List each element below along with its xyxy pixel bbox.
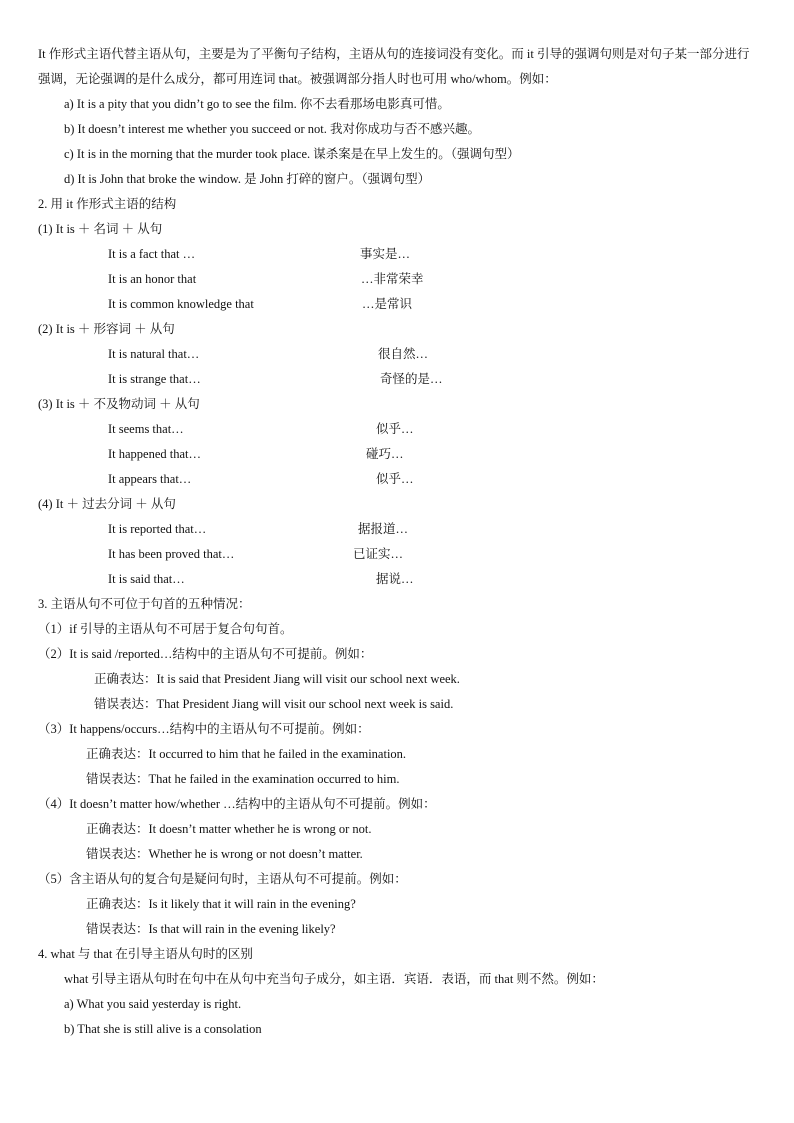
example-b: b) It doesn’t interest me whether you succeed or not. 我对你成功与否不感兴趣。: [64, 122, 481, 136]
case-4-incorrect: 错误表达：Whether he is wrong or not doesn’t matter.: [86, 847, 363, 861]
structure-zh: 很自然…: [378, 347, 429, 361]
structure-en: It seems that…: [108, 422, 184, 436]
section-4-heading: 4. what 与 that 在引导主语从句时的区别: [38, 947, 253, 961]
example-a: a) It is a pity that you didn’t go to see the film. 你不去看那场电影真可惜。: [64, 97, 450, 111]
group-3-title: (3) It is ＋ 不及物动词 ＋ 从句: [38, 397, 200, 411]
structure-en: It is strange that…: [108, 372, 201, 386]
structure-en: It is said that…: [108, 572, 185, 586]
structure-zh: …非常荣幸: [361, 272, 424, 286]
case-3-incorrect: 错误表达：That he failed in the examination occurred to him.: [86, 772, 400, 786]
case-3-correct: 正确表达：It occurred to him that he failed in the examination.: [86, 747, 407, 761]
section-4-example-b: b) That she is still alive is a consolation: [64, 1022, 262, 1036]
section-3-heading: 3. 主语从句不可位于句首的五种情况：: [38, 597, 251, 611]
structure-zh: 似乎…: [376, 472, 414, 486]
structure-zh: 似乎…: [376, 422, 414, 436]
intro-paragraph: It 作形式主语代替主语从句，主要是为了平衡句子结构，主语从句的连接词没有变化。而 it 引导的强调句则是对句子某一部分进行强调，无论强调的是什么成分，都可用连词 that。被强调部分指人时也可用 who/whom。例如：: [38, 47, 750, 86]
structure-zh: 碰巧…: [366, 447, 404, 461]
case-5-incorrect: 错误表达：Is that will rain in the evening likely?: [86, 922, 336, 936]
group-2-title: (2) It is ＋ 形容词 ＋ 从句: [38, 322, 175, 336]
structure-en: It is a fact that …: [108, 247, 196, 261]
structure-zh: 已证实…: [353, 547, 404, 561]
structure-en: It has been proved that…: [108, 547, 235, 561]
structure-en: It appears that…: [108, 472, 192, 486]
example-c: c) It is in the morning that the murder took place. 谋杀案是在早上发生的。（强调句型）: [64, 147, 520, 161]
case-2-incorrect: 错误表达：That President Jiang will visit our school next week is said.: [94, 697, 454, 711]
case-2-title: （2）It is said /reported…结构中的主语从句不可提前。例如：: [38, 647, 373, 661]
case-1-title: （1）if 引导的主语从句不可居于复合句句首。: [38, 622, 293, 636]
case-3-title: （3）It happens/occurs…结构中的主语从句不可提前。例如：: [38, 722, 370, 736]
section-4-paragraph: what 引导主语从句时在句中在从句中充当句子成分，如主语．宾语．表语，而 that 则不然。例如：: [64, 972, 604, 986]
section-4-example-a: a) What you said yesterday is right.: [64, 997, 242, 1011]
example-d: d) It is John that broke the window. 是 John 打碎的窗户。（强调句型）: [64, 172, 431, 186]
structure-zh: 据报道…: [358, 522, 409, 536]
case-4-correct: 正确表达：It doesn’t matter whether he is wrong or not.: [86, 822, 372, 836]
section-2-heading: 2. 用 it 作形式主语的结构: [38, 197, 177, 211]
structure-en: It is reported that…: [108, 522, 207, 536]
structure-zh: …是常识: [362, 297, 413, 311]
group-1-title: (1) It is ＋ 名词 ＋ 从句: [38, 222, 163, 236]
structure-en: It is an honor that: [108, 272, 197, 286]
group-4-title: (4) It ＋ 过去分词 ＋ 从句: [38, 497, 176, 511]
structure-zh: 奇怪的是…: [380, 372, 443, 386]
structure-zh: 事实是…: [360, 247, 411, 261]
case-4-title: （4）It doesn’t matter how/whether …结构中的主语从句不可提前。例如：: [38, 797, 436, 811]
structure-en: It is natural that…: [108, 347, 200, 361]
case-5-title: （5）含主语从句的复合句是疑问句时，主语从句不可提前。例如：: [38, 872, 407, 886]
case-5-correct: 正确表达：Is it likely that it will rain in the evening?: [86, 897, 356, 911]
structure-zh: 据说…: [376, 572, 414, 586]
structure-en: It is common knowledge that: [108, 297, 254, 311]
structure-en: It happened that…: [108, 447, 202, 461]
case-2-correct: 正确表达：It is said that President Jiang will visit our school next week.: [94, 672, 460, 686]
